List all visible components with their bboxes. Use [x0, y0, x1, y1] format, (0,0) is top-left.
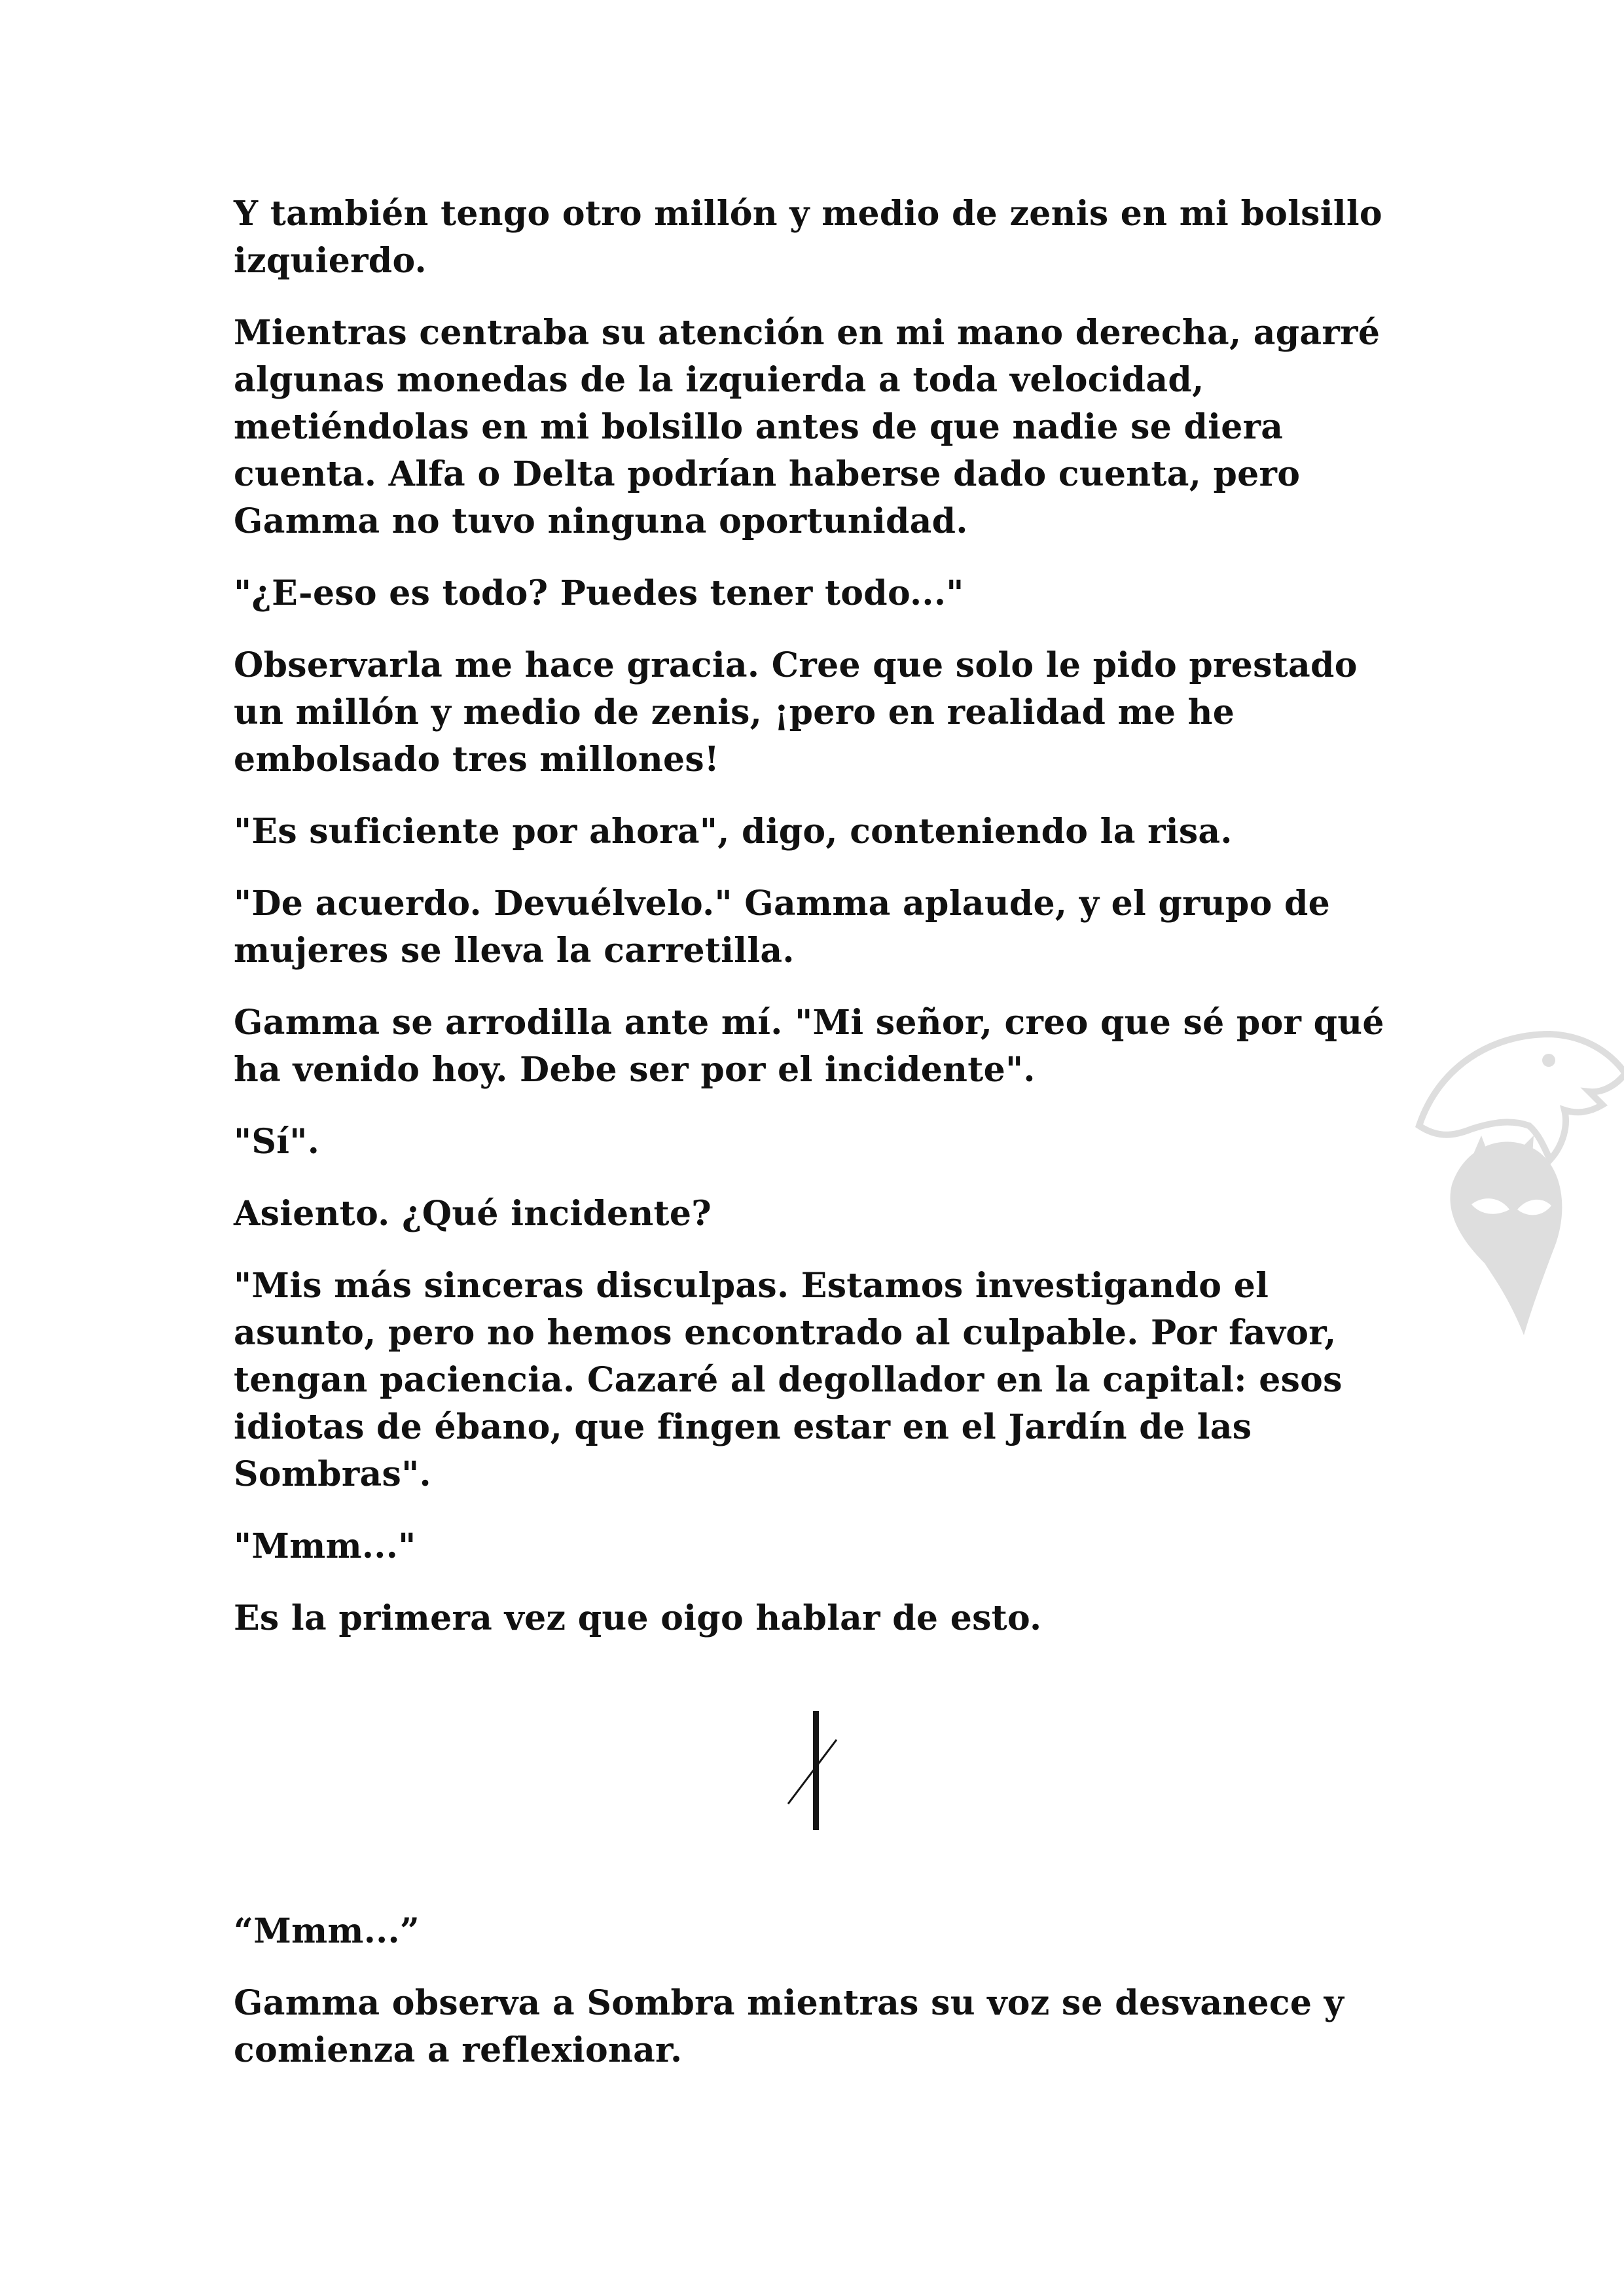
paragraph: Asiento. ¿Qué incidente?: [234, 1194, 712, 1234]
slashed-vertical-bar-icon: [779, 1708, 844, 1833]
paragraph: Gamma se arrodilla ante mí. "Mi señor, creo que sé por qué ha venido hoy. Debe ser por el incidente".: [234, 1003, 1384, 1090]
paragraph: Mientras centraba su atención en mi mano derecha, agarré algunas monedas de la izquierda a toda velocidad, metiéndolas en mi bolsillo antes de que nadie se diera cuenta. Alfa o Delta podrían haberse dado cuenta, pero Gamma no tuvo ninguna oportunidad.: [234, 313, 1380, 541]
paragraph: "De acuerdo. Devuélvelo." Gamma aplaude, y el grupo de mujeres se lleva la carretilla.: [234, 884, 1331, 971]
paragraph: "Mis más sinceras disculpas. Estamos investigando el asunto, pero no hemos encontrado al culpable. Por favor, tengan paciencia. Cazaré al degollador en la capital: esos idiotas de ébano, que fingen estar en el Jardín de las Sombras".: [234, 1266, 1343, 1494]
dinosaur-and-masked-figure-watermark-icon: [1393, 988, 1624, 1342]
paragraph: "Mmm...": [234, 1526, 416, 1566]
paragraph: Gamma observa a Sombra mientras su voz se desvanece y comienza a reflexionar.: [234, 1983, 1344, 2070]
text-block-after-divider: [234, 1908, 1412, 2099]
paragraph: "Es suficiente por ahora", digo, conteniendo la risa.: [234, 812, 1233, 852]
paragraph: "¿E-eso es todo? Puedes tener todo...": [234, 573, 964, 613]
paragraph: Y también tengo otro millón y medio de zenis en mi bolsillo izquierdo.: [234, 194, 1382, 281]
paragraph: Es la primera vez que oigo hablar de esto.: [234, 1598, 1042, 1638]
paragraph: “Mmm...”: [234, 1911, 420, 1951]
paragraph: Observarla me hace gracia. Cree que solo le pido prestado un millón y medio de zenis, ¡pero en realidad me he embolsado tres millones!: [234, 645, 1358, 780]
paragraph: "Sí".: [234, 1122, 320, 1162]
text-block-before-divider: [234, 190, 1412, 1667]
